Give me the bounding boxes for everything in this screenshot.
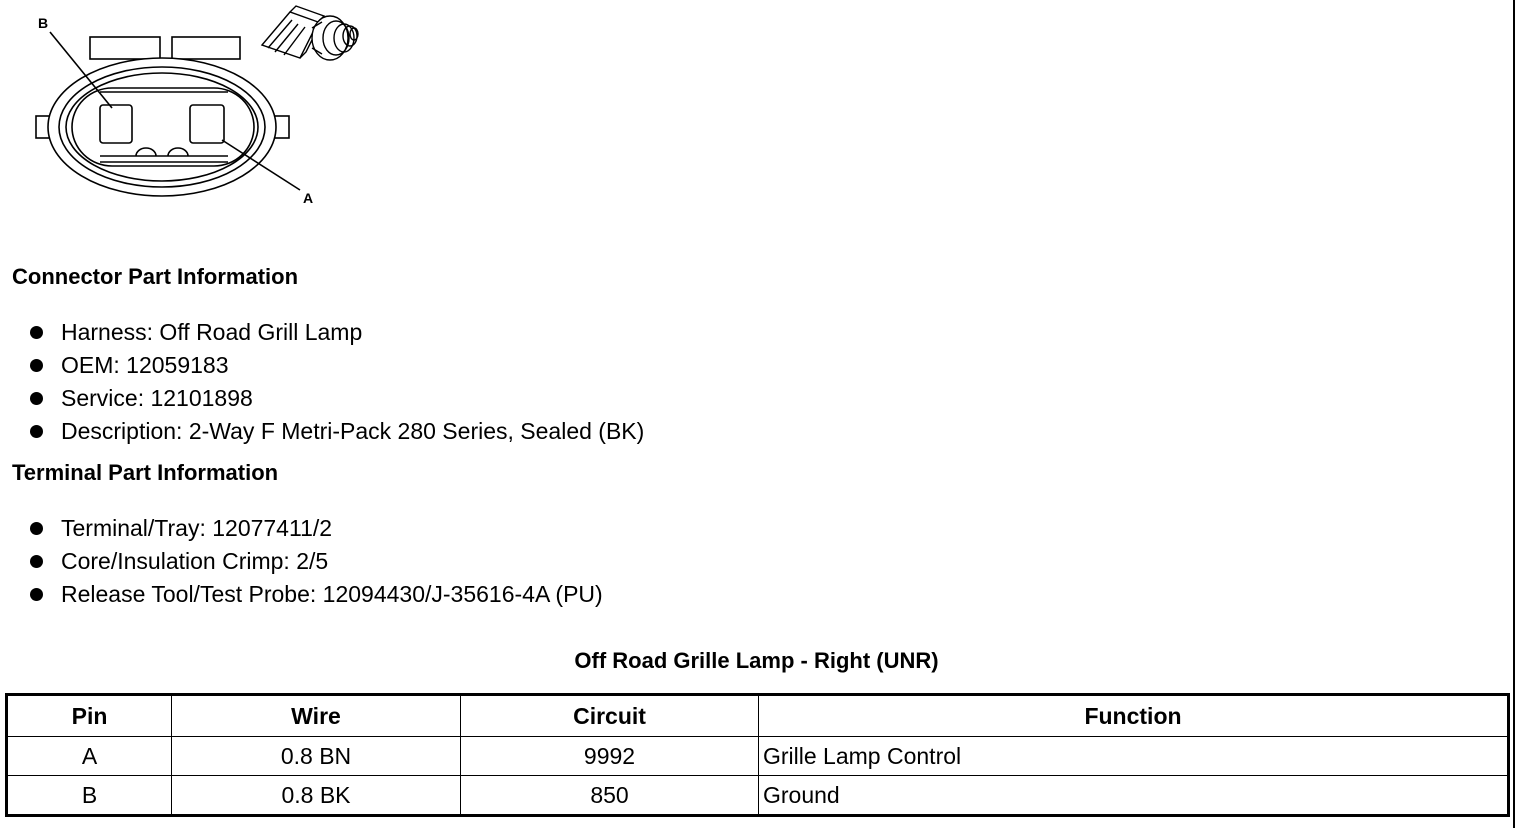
connector-diagram (0, 0, 380, 215)
cell-circuit: 9992 (461, 737, 759, 776)
list-item-text: OEM: 12059183 (61, 352, 229, 378)
column-header-circuit: Circuit (461, 695, 759, 737)
list-item-text: Core/Insulation Crimp: 2/5 (61, 548, 329, 574)
cell-wire: 0.8 BK (172, 776, 461, 816)
pin-table-title: Off Road Grille Lamp - Right (UNR) (574, 648, 939, 673)
terminal-part-info-list (28, 512, 603, 611)
pin-label-b: B (38, 15, 49, 31)
connector-latch-right (172, 37, 240, 59)
cell-pin: B (7, 776, 172, 816)
column-header-wire: Wire (172, 695, 461, 737)
bullet-icon (30, 326, 43, 339)
connector-part-info-list (28, 316, 644, 448)
bullet-icon (30, 522, 43, 535)
column-header-function: Function (759, 695, 1509, 737)
list-item-text: Harness: Off Road Grill Lamp (61, 319, 363, 345)
cell-circuit: 850 (461, 776, 759, 816)
pin-table (5, 693, 1510, 817)
connector-latch-left (90, 37, 160, 59)
list-item (28, 382, 644, 415)
list-item (28, 578, 603, 611)
table-header-row (7, 695, 1509, 737)
list-item (28, 512, 603, 545)
bullet-icon (30, 555, 43, 568)
list-item (28, 415, 644, 448)
terminal-part-info-heading: Terminal Part Information (12, 460, 279, 485)
bullet-icon (30, 392, 43, 405)
table-row (7, 776, 1509, 816)
list-item-text: Release Tool/Test Probe: 12094430/J-35616-4A (PU) (61, 581, 603, 607)
connector-body-outer (48, 58, 276, 196)
cell-function: Grille Lamp Control (759, 737, 1509, 776)
list-item-text: Terminal/Tray: 12077411/2 (61, 515, 333, 541)
list-item-text: Description: 2-Way F Metri-Pack 280 Series, Sealed (BK) (61, 418, 645, 444)
cell-wire: 0.8 BN (172, 737, 461, 776)
connector-part-info-heading: Connector Part Information (12, 264, 299, 289)
cell-function: Ground (759, 776, 1509, 816)
list-item (28, 316, 644, 349)
bullet-icon (30, 359, 43, 372)
bullet-icon (30, 425, 43, 438)
connector-iso-icon (262, 6, 358, 60)
list-item (28, 545, 603, 578)
pin-label-a: A (303, 190, 314, 206)
column-header-pin: Pin (7, 695, 172, 737)
page-right-border (1513, 0, 1515, 828)
cell-pin: A (7, 737, 172, 776)
list-item (28, 349, 644, 382)
list-item-text: Service: 12101898 (61, 385, 253, 411)
table-row (7, 737, 1509, 776)
bullet-icon (30, 588, 43, 601)
